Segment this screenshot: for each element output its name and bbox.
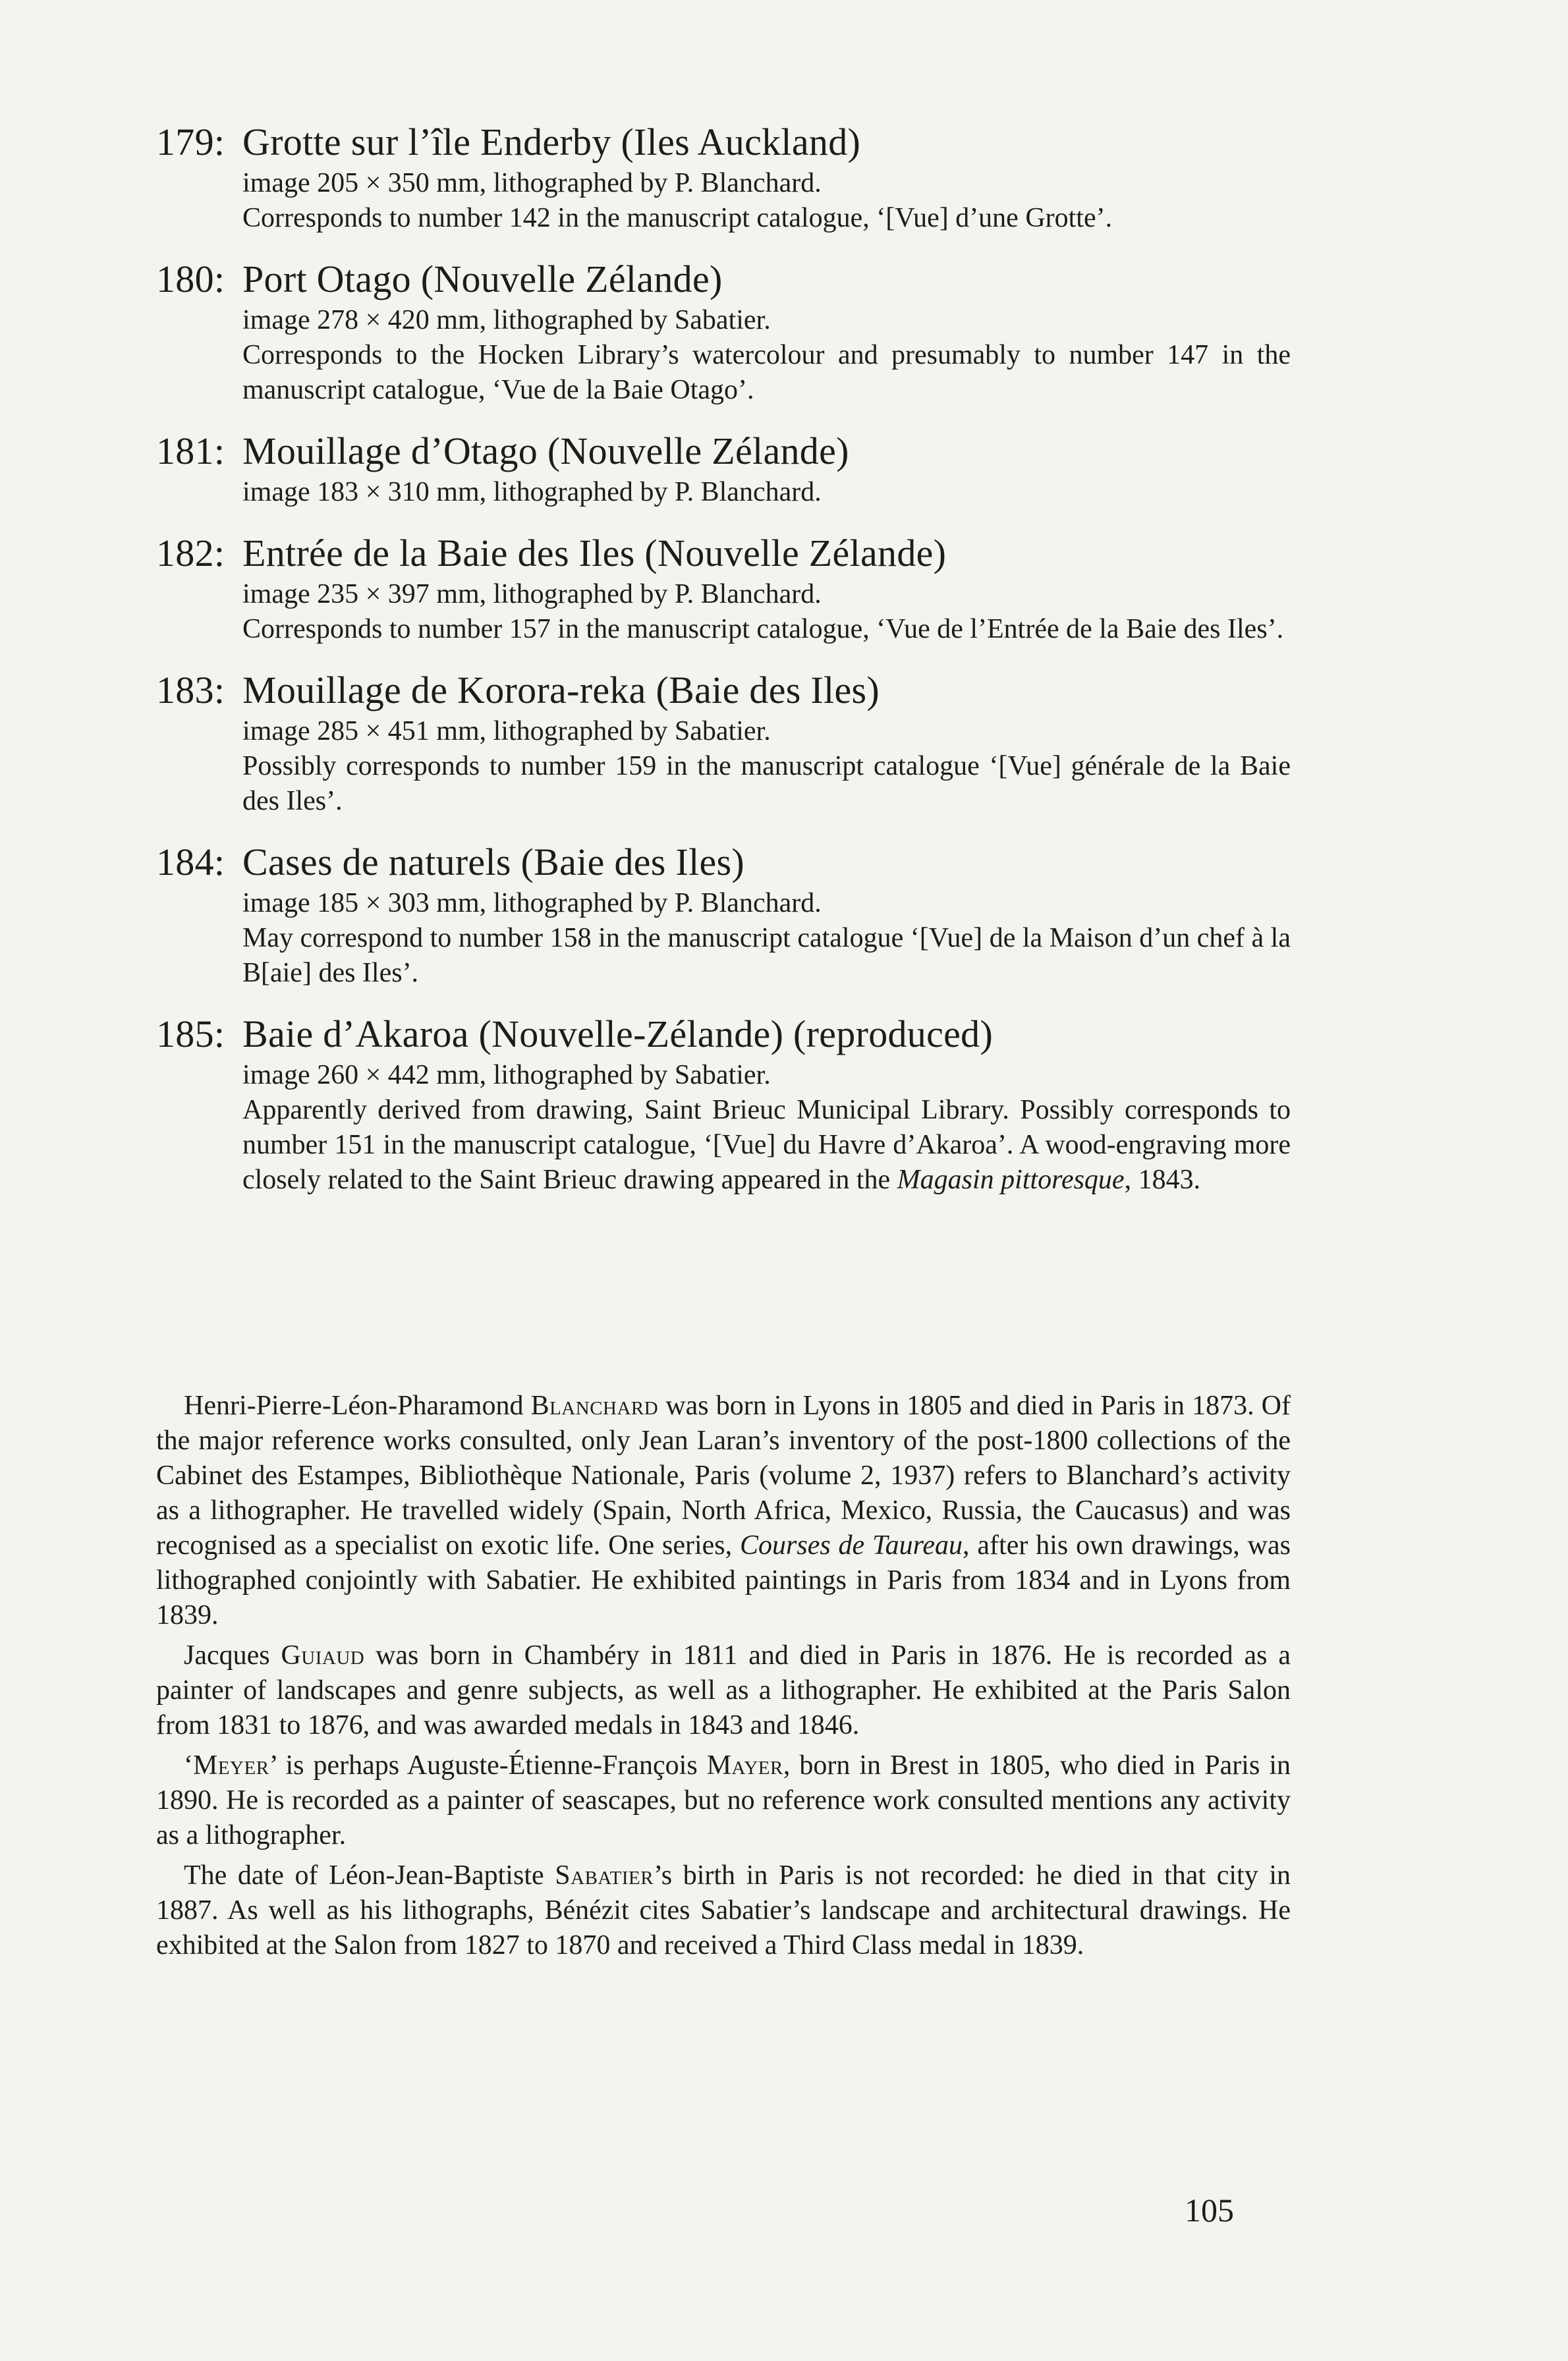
entry-number: 181: [156, 430, 225, 472]
entry-dimensions: image 235 × 397 mm, lithographed by P. Blanchard. [242, 579, 822, 609]
entry-183 [156, 667, 1291, 819]
entry-heading [156, 428, 1291, 475]
bio-blanchard [156, 1389, 1291, 1633]
entry-note: Corresponds to the Hocken Library’s watercolour and presumably to number 147 in the manuscript catalogue, ‘Vue de la Baie Otago’. [242, 340, 1291, 405]
entry-dimensions: image 183 × 310 mm, lithographed by P. Blanchard. [242, 477, 822, 507]
bio-text: , after his own drawings, was lithographed conjointly with Sabatier. He exhibited paintings in Paris from 1834 and in Lyons from 1839. [156, 1530, 1291, 1630]
artist-name: Mayer [706, 1750, 783, 1781]
entry-heading [156, 256, 1291, 303]
entry-note-text: Apparently derived from drawing, Saint Brieuc Municipal Library. Possibly corresponds to number 151 in the manuscript catalogue, ‘[Vue] du Havre d’Akaroa’. A wood-engraving more closely related to the Saint Brieuc drawing appeared in the [242, 1095, 1291, 1195]
artist-name: Guiaud [281, 1640, 365, 1671]
entry-184 [156, 839, 1291, 991]
entry-title: Baie d’Akaroa (Nouvelle-Zélande) (reproduced) [242, 1013, 994, 1055]
entry-179 [156, 119, 1291, 236]
entry-description [242, 475, 1291, 510]
entry-note-tail: , 1843. [1124, 1165, 1201, 1195]
entry-number: 180: [156, 258, 225, 300]
entry-heading [156, 530, 1291, 577]
entry-description [242, 714, 1291, 819]
catalogue-entries [156, 119, 1291, 1217]
entry-note: Corresponds to number 157 in the manuscript catalogue, ‘Vue de l’Entrée de la Baie des Iles’. [242, 614, 1284, 644]
bio-meyer [156, 1748, 1291, 1853]
bio-text: ’s birth in Paris is not recorded: he died in that city in 1887. As well as his lithographs, Bénézit cites Sabatier’s landscape and architectural drawings. He exhibited at the Salon from 1827 to 1870 and received a Third Class medal in 1839. [156, 1860, 1291, 1960]
bio-text: ’ is perhaps Auguste-Étienne-François [269, 1750, 707, 1781]
entry-180 [156, 256, 1291, 408]
bio-sabatier [156, 1858, 1291, 1963]
bio-text: Jacques [184, 1640, 281, 1671]
entry-description [242, 303, 1291, 408]
entry-description [242, 886, 1291, 991]
entry-number: 183: [156, 669, 225, 711]
entry-note: Possibly corresponds to number 159 in the manuscript catalogue ‘[Vue] générale de la Baie des Iles’. [242, 751, 1291, 816]
bio-text: ‘ [184, 1750, 193, 1781]
entry-title: Cases de naturels (Baie des Iles) [242, 841, 745, 883]
entry-note [242, 1093, 1291, 1198]
entry-heading [156, 839, 1291, 886]
entry-heading [156, 667, 1291, 714]
entry-description [242, 1058, 1291, 1198]
entry-181 [156, 428, 1291, 510]
entry-dimensions: image 205 × 350 mm, lithographed by P. Blanchard. [242, 168, 822, 198]
entry-note: Corresponds to number 142 in the manuscript catalogue, ‘[Vue] d’une Grotte’. [242, 203, 1113, 233]
entry-heading [156, 119, 1291, 166]
entry-title: Grotte sur l’île Enderby (Iles Auckland) [242, 121, 861, 163]
entry-title: Mouillage de Korora-reka (Baie des Iles) [242, 669, 880, 711]
bio-text: was born in Chambéry in 1811 and died in Paris in 1876. He is recorded as a painter of landscapes and genre subjects, as well as a lithographer. He exhibited at the Paris Salon from 1831 to 1876, and was awarded medals in 1843 and 1846. [156, 1640, 1291, 1740]
entry-description [242, 577, 1291, 647]
entry-description [242, 166, 1291, 236]
entry-title: Port Otago (Nouvelle Zélande) [242, 258, 723, 300]
entry-dimensions: image 278 × 420 mm, lithographed by Sabatier. [242, 305, 771, 335]
artist-name: Blanchard [530, 1391, 659, 1421]
artist-name: Meyer [193, 1750, 269, 1781]
entry-heading [156, 1011, 1291, 1058]
bio-guiaud [156, 1638, 1291, 1743]
entry-dimensions: image 285 × 451 mm, lithographed by Sabatier. [242, 716, 771, 746]
bio-text: The date of Léon-Jean-Baptiste [184, 1860, 555, 1891]
publication-title: Magasin pittoresque [897, 1165, 1125, 1195]
entry-number: 179: [156, 121, 225, 163]
page-number: 105 [1185, 2192, 1234, 2229]
entry-number: 185: [156, 1013, 225, 1055]
entry-number: 182: [156, 532, 225, 574]
entry-dimensions: image 185 × 303 mm, lithographed by P. Blanchard. [242, 888, 822, 918]
entry-185 [156, 1011, 1291, 1198]
entry-title: Mouillage d’Otago (Nouvelle Zélande) [242, 430, 849, 472]
entry-number: 184: [156, 841, 225, 883]
entry-dimensions: image 260 × 442 mm, lithographed by Sabatier. [242, 1060, 771, 1090]
bio-text: Henri-Pierre-Léon-Pharamond [184, 1391, 531, 1421]
series-title: Courses de Taureau [739, 1530, 963, 1561]
entry-title: Entrée de la Baie des Iles (Nouvelle Zélande) [242, 532, 947, 574]
entry-182 [156, 530, 1291, 647]
bio-text: , born in Brest in 1805, who died in Paris in 1890. He is recorded as a painter of seascapes, but no reference work consulted mentions any activity as a lithographer. [156, 1750, 1291, 1850]
artist-name: Sabatier [555, 1860, 654, 1891]
bio-text: was born in Lyons in 1805 and died in Paris in 1873. Of the major reference works consulted, only Jean Laran’s inventory of the post-1800 collections of the Cabinet des Estampes, Bibliothèque Nationale, Paris (volume 2, 1937) refers to Blanchard’s activity as a lithographer. He travelled widely (Spain, North Africa, Mexico, Russia, the Caucasus) and was recognised as a specialist on exotic life. One series, [156, 1391, 1291, 1561]
biographies [156, 1389, 1291, 1968]
entry-note: May correspond to number 158 in the manuscript catalogue ‘[Vue] de la Maison d’un chef à la B[aie] des Iles’. [242, 923, 1291, 988]
